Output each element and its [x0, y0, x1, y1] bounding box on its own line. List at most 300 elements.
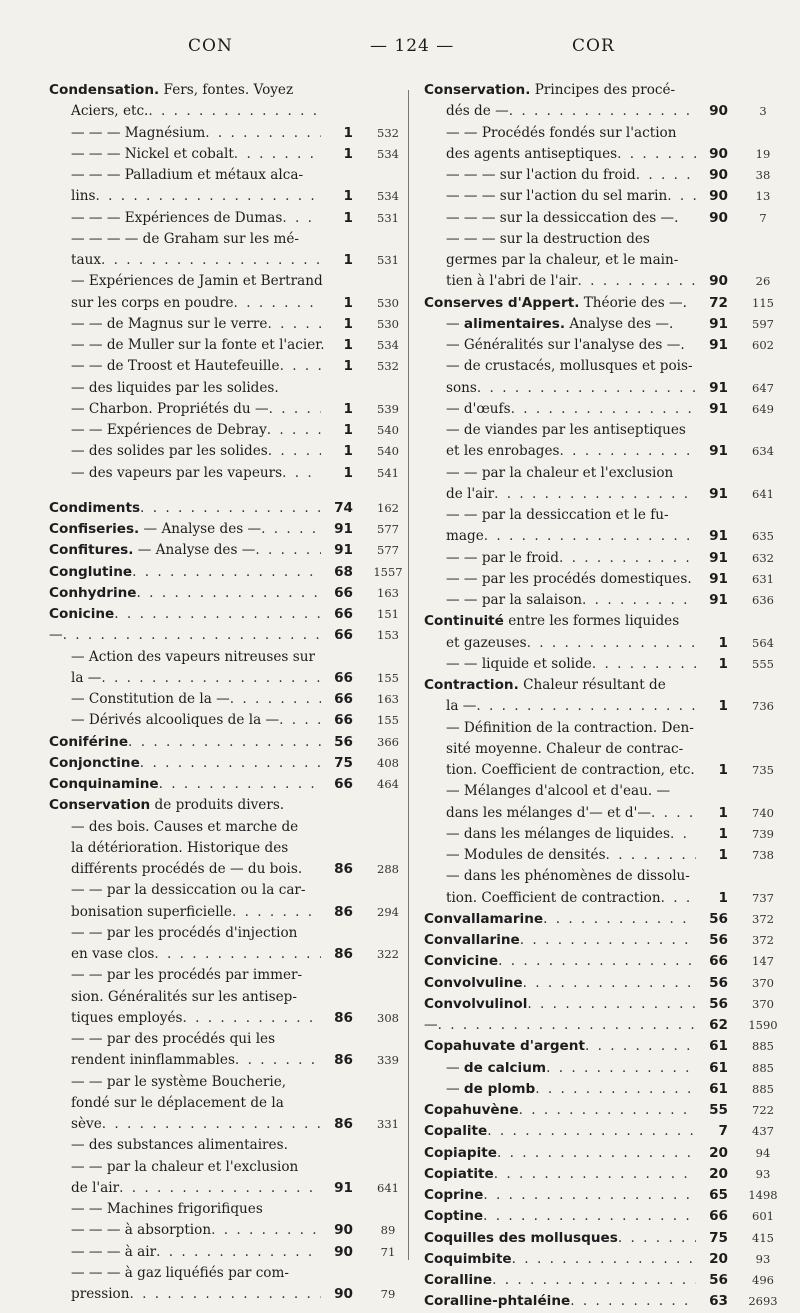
index-entry: [424, 186, 771, 207]
volume-number: 1: [718, 698, 728, 715]
volume-number: 90: [334, 1286, 353, 1302]
leader-dots: [509, 101, 696, 122]
index-entry: [49, 923, 399, 966]
volume-number: 1: [343, 400, 353, 417]
volume-number: 66: [334, 627, 353, 644]
entry-line: — — par la salaison . . .: [424, 590, 724, 611]
entry-headword: Copalite: [424, 1123, 488, 1140]
volume-number: 86: [334, 946, 353, 962]
page-reference: 415: [752, 1230, 774, 1245]
volume-number: 61: [709, 1059, 728, 1076]
volume-number: 20: [709, 1165, 728, 1182]
entry-line: — Modules de densités . . .: [424, 845, 724, 866]
volume-number: 56: [709, 995, 728, 1012]
page-reference: 71: [380, 1244, 396, 1259]
page-reference: 564: [752, 635, 774, 650]
index-entry: [424, 1100, 774, 1121]
volume-number: 86: [334, 903, 353, 920]
index-entry: [424, 505, 774, 548]
entry-line: — dans les mélanges de liquides . . .: [424, 824, 724, 845]
entry-line: rendent ininflammables . . .: [49, 1050, 349, 1071]
leader-dots: [232, 902, 321, 923]
page-reference: 540: [377, 423, 399, 437]
entry-headword: Conhydrine: [49, 584, 137, 601]
leader-dots: [606, 845, 696, 866]
volume-number: 1: [343, 209, 353, 226]
volume-number: 86: [334, 861, 353, 877]
page-reference: 437: [752, 1124, 774, 1139]
page-number: — 124 —: [370, 36, 455, 56]
entry-headword: Copiapite: [424, 1144, 497, 1161]
entry-line: tion. Coefficient de contraction, etc.: [446, 762, 695, 778]
volume-number: 1: [343, 358, 353, 375]
entry-line: [49, 732, 349, 753]
entry-line: la détérioration. Historique des: [71, 839, 289, 856]
volume-number: 75: [709, 1229, 728, 1246]
entry-line: — — — sur la destruction des: [446, 230, 650, 247]
index-entry: [424, 1036, 774, 1057]
leader-dots: [494, 484, 696, 505]
leader-dots: [234, 144, 321, 165]
entry-line: [424, 1185, 724, 1206]
leader-dots: [570, 1291, 696, 1312]
leader-dots: [154, 944, 321, 965]
entry-line: — — liquide et solide . . .: [424, 654, 724, 675]
leader-dots: [484, 526, 696, 547]
volume-number: 1: [343, 337, 353, 353]
entry-line: — — — Magnésium . . .: [49, 123, 349, 144]
volume-number: 90: [709, 145, 728, 162]
entry-line: sons . . .: [424, 378, 724, 399]
entry-line: tion. Coefficient de contraction . . .: [424, 888, 724, 909]
index-entry: [424, 845, 774, 866]
page-reference: 7: [759, 210, 767, 225]
entry-line: — Généralités sur l'analyse des —.: [446, 337, 685, 353]
page-reference: 163: [377, 585, 399, 600]
volume-number: 1: [718, 825, 728, 842]
entry-line: la — . . .: [424, 696, 724, 717]
leader-dots: [268, 441, 321, 462]
entry-line: — — — sur la dessiccation des —.: [446, 209, 679, 226]
volume-number: 56: [709, 1272, 728, 1288]
volume-number: 68: [334, 563, 353, 580]
index-entry: [424, 590, 774, 611]
page-reference: 372: [752, 911, 774, 926]
entry-line: sève . . .: [49, 1114, 349, 1135]
entry-line: [424, 1036, 724, 1057]
page-reference: 634: [752, 444, 774, 459]
leader-dots: [498, 951, 696, 972]
leader-dots: [585, 1036, 696, 1057]
page-reference: 635: [752, 529, 774, 544]
index-entry: [424, 314, 774, 335]
leader-dots: [269, 399, 321, 420]
entry-line: — des bois. Causes et marche de: [71, 818, 299, 835]
page-reference: 641: [377, 1180, 399, 1195]
volume-number: 90: [334, 1243, 353, 1260]
entry-line: — — — Nickel et cobalt . . .: [49, 144, 349, 165]
page-reference: 632: [752, 550, 774, 565]
entry-line: Contraction. Chaleur résultant de: [424, 677, 666, 693]
index-entry: [424, 1270, 774, 1291]
index-entry: [424, 80, 767, 123]
index-entry: [424, 951, 774, 972]
entry-line: — des liquides par les solides.: [71, 379, 279, 396]
leader-dots: [282, 208, 321, 229]
leader-dots: [670, 824, 696, 845]
leader-dots: [519, 1100, 696, 1121]
leader-dots: [636, 165, 696, 186]
page-reference: 885: [752, 1060, 774, 1075]
entry-headword: Conjonctine: [49, 754, 140, 771]
entry-line: — — par le froid . . .: [424, 548, 724, 569]
entry-line: — Constitution de la — . . .: [49, 689, 349, 710]
index-entry: [424, 1249, 771, 1270]
entry-line: — — par le système Boucherie,: [71, 1073, 287, 1090]
index-entry: [424, 1079, 774, 1100]
page-reference: 647: [752, 380, 774, 395]
entry-line: pression . . .: [49, 1284, 349, 1305]
index-entry: [49, 1199, 349, 1220]
leader-dots: [140, 498, 321, 519]
leader-dots: [267, 420, 321, 441]
page-reference: 163: [377, 692, 399, 706]
volume-number: 56: [709, 932, 728, 948]
index-entry: [424, 675, 774, 718]
page-reference: 89: [380, 1223, 396, 1238]
entry-line: en vase clos . . .: [49, 944, 349, 965]
page-reference: 530: [377, 295, 399, 310]
page-reference: 631: [752, 571, 774, 586]
volume-number: 90: [709, 167, 728, 183]
entry-headword: Condensation.: [49, 82, 160, 98]
entry-line: — Expériences de Jamin et Bertrand: [71, 273, 323, 290]
volume-number: 65: [709, 1187, 728, 1203]
index-entry: [49, 144, 399, 165]
volume-number: 91: [709, 528, 728, 545]
entry-line: [424, 951, 724, 972]
volume-number: 91: [709, 379, 728, 396]
entry-headword: Coquilles des mollusques: [424, 1229, 618, 1246]
entry-headword: Confitures.: [49, 542, 134, 559]
volume-number: 63: [709, 1293, 728, 1310]
page-reference: 885: [752, 1081, 774, 1096]
index-entry: [49, 441, 399, 462]
left-column: [49, 80, 403, 1305]
entry-line: Conserves d'Appert. Théorie des —.: [424, 294, 687, 311]
entry-headword: Coralline: [424, 1272, 493, 1288]
index-entry: [49, 229, 399, 272]
leader-dots: [182, 1008, 321, 1029]
entry-headword: de calcium: [463, 1059, 547, 1076]
entry-line: taux . . .: [49, 250, 349, 271]
page-reference: 740: [752, 805, 774, 820]
leader-dots: [477, 378, 696, 399]
entry-line: [424, 1291, 724, 1312]
volume-number: 86: [334, 1052, 353, 1069]
volume-number: 75: [334, 754, 353, 771]
index-entry: [424, 399, 774, 420]
entry-line: [49, 583, 349, 604]
volume-number: 1: [718, 847, 728, 863]
entry-headword: Coralline-phtaléine: [424, 1293, 571, 1310]
index-entry: [49, 1157, 399, 1200]
leader-dots: [128, 732, 321, 753]
leader-dots: [483, 1185, 696, 1206]
page-reference: 601: [752, 1209, 774, 1224]
leader-dots: [617, 144, 696, 165]
entry-line: de l'air . . .: [424, 484, 724, 505]
volume-number: 91: [709, 443, 728, 460]
entry-line: — . . .: [49, 625, 349, 646]
volume-number: 91: [334, 1179, 353, 1196]
index-entry: [424, 1058, 774, 1079]
index-entry: [49, 817, 399, 881]
volume-number: 1: [718, 804, 728, 821]
index-entry: [49, 880, 399, 923]
entry-line: la — . . .: [49, 668, 349, 689]
leader-dots: [511, 399, 696, 420]
entry-line: Conservation de produits divers.: [49, 797, 285, 814]
leader-dots: [137, 583, 321, 604]
entry-line: des agents antiseptiques . . .: [424, 144, 724, 165]
page-reference: 162: [377, 500, 399, 515]
page-reference: 636: [752, 593, 774, 607]
leader-dots: [159, 774, 321, 795]
entry-line: — — Machines frigorifiques: [71, 1201, 263, 1217]
index-entry: [424, 356, 774, 399]
index-entry: [49, 965, 399, 1029]
page-reference: 19: [755, 146, 771, 161]
entry-line: et les enrobages . . .: [424, 441, 724, 462]
entry-headword: Convicine: [424, 953, 499, 970]
page-reference: 534: [377, 189, 399, 204]
page-reference: 79: [380, 1287, 396, 1301]
index-entry: [49, 271, 399, 314]
volume-number: 90: [709, 273, 728, 290]
index-entry: [49, 1242, 396, 1263]
leader-dots: [102, 1114, 321, 1135]
entry-line: — — par la dessiccation ou la car-: [71, 882, 306, 899]
index-entry: [424, 229, 771, 293]
index-entry: [49, 1029, 399, 1072]
entry-line: — — de Troost et Hautefeuille . . .: [49, 356, 349, 377]
entry-headword: Convallamarine: [424, 910, 544, 927]
index-entry: [424, 548, 774, 569]
entry-line: — — — à air . . .: [49, 1242, 349, 1263]
index-entry: [49, 583, 399, 604]
entry-headword: Convolvulinol: [424, 995, 528, 1012]
entry-line: — — — à gaz liquéfiés par com-: [71, 1264, 289, 1281]
volume-number: 74: [334, 499, 353, 516]
entry-line: [424, 1270, 724, 1291]
volume-number: 90: [709, 209, 728, 226]
leader-dots: [205, 123, 321, 144]
volume-number: 90: [709, 188, 728, 205]
page-reference: 1557: [373, 564, 403, 579]
volume-number: 7: [718, 1123, 728, 1140]
entry-headword: Confiseries.: [49, 521, 140, 537]
entry-line: sion. Généralités sur les antisep-: [71, 988, 297, 1005]
entry-line: mage . . .: [424, 526, 724, 547]
index-entry: [49, 795, 349, 816]
page-reference: 597: [752, 316, 774, 331]
page-reference: 38: [755, 168, 771, 182]
page-reference: 26: [755, 274, 771, 289]
page-reference: 532: [377, 359, 399, 374]
page-reference: 294: [377, 904, 399, 919]
entry-headword: alimentaires.: [463, 315, 565, 332]
index-entry: [49, 420, 399, 441]
leader-dots: [438, 1015, 696, 1036]
leader-dots: [235, 1050, 321, 1071]
index-entry: [424, 165, 771, 186]
entry-line: — — — — de Graham sur les mé-: [71, 230, 300, 247]
page-reference: 641: [752, 486, 774, 501]
index-entry: [49, 732, 399, 753]
leader-dots: [512, 1249, 696, 1270]
entry-headword: Copahuvate d'argent: [424, 1038, 585, 1055]
entry-headword: Conservation.: [424, 82, 531, 98]
page-reference: 322: [377, 947, 399, 961]
leader-dots: [156, 1242, 321, 1263]
entry-line: [49, 498, 349, 519]
index-entry: [49, 123, 399, 144]
entry-line: [49, 562, 349, 583]
volume-number: 62: [709, 1017, 728, 1033]
index-entry: [49, 540, 399, 561]
page-reference: 13: [755, 189, 771, 204]
entry-headword: Conquinamine: [49, 776, 159, 792]
leader-dots: [487, 1121, 696, 1142]
leader-dots: [114, 604, 321, 625]
entry-headword: Coprine: [424, 1187, 484, 1203]
index-entry: [424, 1164, 771, 1185]
index-entry: [49, 498, 399, 519]
leader-dots: [582, 590, 696, 611]
entry-headword: Continuité: [424, 613, 504, 630]
entry-line: dans les mélanges d'— et d'— . . .: [424, 803, 724, 824]
entry-line: — — par les procédés par immer-: [71, 967, 303, 984]
entry-line: — de crustacés, mollusques et pois-: [446, 358, 693, 375]
index-entry: [49, 314, 399, 335]
index-entry: [49, 399, 399, 420]
entry-line: et gazeuses . . .: [424, 633, 724, 654]
volume-number: 1: [718, 634, 728, 651]
index-entry: [424, 569, 774, 590]
leader-dots: [661, 888, 696, 909]
entry-headword: Coniférine: [49, 733, 129, 750]
entry-headword: Copiatite: [424, 1165, 494, 1182]
index-entry: [49, 647, 399, 690]
entry-line: sur les corps en poudre . . .: [49, 293, 349, 314]
entry-line: — — Procédés fondés sur l'action: [446, 124, 677, 141]
page-reference: 602: [752, 338, 774, 352]
leader-dots: [497, 1143, 696, 1164]
entry-headword: Contraction.: [424, 677, 519, 693]
page-reference: 532: [377, 125, 399, 140]
entry-line: — — Expériences de Debray . . .: [49, 420, 349, 441]
page-reference: 115: [752, 295, 774, 310]
index-entry: [49, 753, 399, 774]
entry-line: — Définition de la contraction. Den-: [446, 719, 694, 736]
volume-number: 66: [334, 691, 353, 707]
volume-number: 91: [709, 400, 728, 417]
index-entry: [424, 930, 774, 951]
index-entry: [49, 604, 399, 625]
volume-number: 1: [343, 124, 353, 141]
entry-line: de l'air . . .: [49, 1178, 349, 1199]
page-reference: 408: [377, 755, 399, 770]
index-entry: [49, 165, 399, 208]
page-reference: 531: [377, 253, 399, 267]
entry-line: Condensation. Fers, fontes. Voyez: [49, 82, 294, 98]
leader-dots: [132, 562, 321, 583]
entry-line: — des vapeurs par les vapeurs . . .: [49, 463, 349, 484]
volume-number: 66: [334, 712, 353, 729]
volume-number: 1: [343, 443, 353, 460]
index-entry: [424, 1121, 774, 1142]
leader-dots: [523, 973, 696, 994]
index-entry: [424, 293, 774, 314]
entry-line: — — de Muller sur la fonte et l'acier.: [71, 337, 325, 353]
volume-number: 91: [709, 549, 728, 566]
page-reference: 577: [377, 522, 399, 536]
index-entry: [424, 123, 771, 166]
entry-line: Conservation. Principes des procé-: [424, 82, 676, 98]
volume-number: 91: [709, 337, 728, 353]
entry-line: — d'œufs . . .: [424, 399, 724, 420]
index-entry: [424, 1143, 771, 1164]
leader-dots: [282, 463, 321, 484]
right-column: [424, 80, 778, 1313]
entry-line: — — — Palladium et métaux alca-: [71, 167, 304, 183]
page-reference: 735: [752, 763, 774, 777]
volume-number: 66: [709, 1208, 728, 1225]
leader-dots: [527, 633, 696, 654]
entry-headword: Condiments: [49, 499, 141, 516]
entry-line: — — — à absorption . . .: [49, 1220, 349, 1241]
entry-line: bonisation superficielle . . .: [49, 902, 349, 923]
leader-dots: [667, 186, 696, 207]
index-entry: [424, 994, 774, 1015]
page-reference: 370: [752, 996, 774, 1011]
page-reference: 1498: [748, 1188, 778, 1202]
entry-headword: Coquimbite: [424, 1250, 512, 1267]
entry-line: [424, 1206, 724, 1227]
entry-line: — dans les phénomènes de dissolu-: [446, 868, 690, 885]
index-entry: [49, 562, 403, 583]
entry-line: — — de Magnus sur le verre . . .: [49, 314, 349, 335]
entry-headword: Conservation: [49, 797, 151, 814]
leader-dots: [101, 250, 321, 271]
page-reference: 737: [752, 890, 774, 905]
entry-line: — — par les procédés domestiques.: [446, 570, 692, 587]
page-reference: 372: [752, 933, 774, 947]
volume-number: 90: [334, 1222, 353, 1239]
index-entry: [424, 654, 774, 675]
entry-line: Continuité entre les formes liquides: [424, 613, 680, 630]
leader-dots: [279, 710, 321, 731]
index-entry: [49, 80, 349, 123]
page-reference: 288: [377, 862, 399, 876]
index-entry: [424, 866, 774, 909]
volume-number: 66: [334, 584, 353, 601]
entry-line: lins . . .: [49, 186, 349, 207]
index-entry: [49, 625, 399, 646]
entry-line: — — par la chaleur et l'exclusion: [446, 464, 674, 481]
index-entry: [424, 1015, 778, 1036]
